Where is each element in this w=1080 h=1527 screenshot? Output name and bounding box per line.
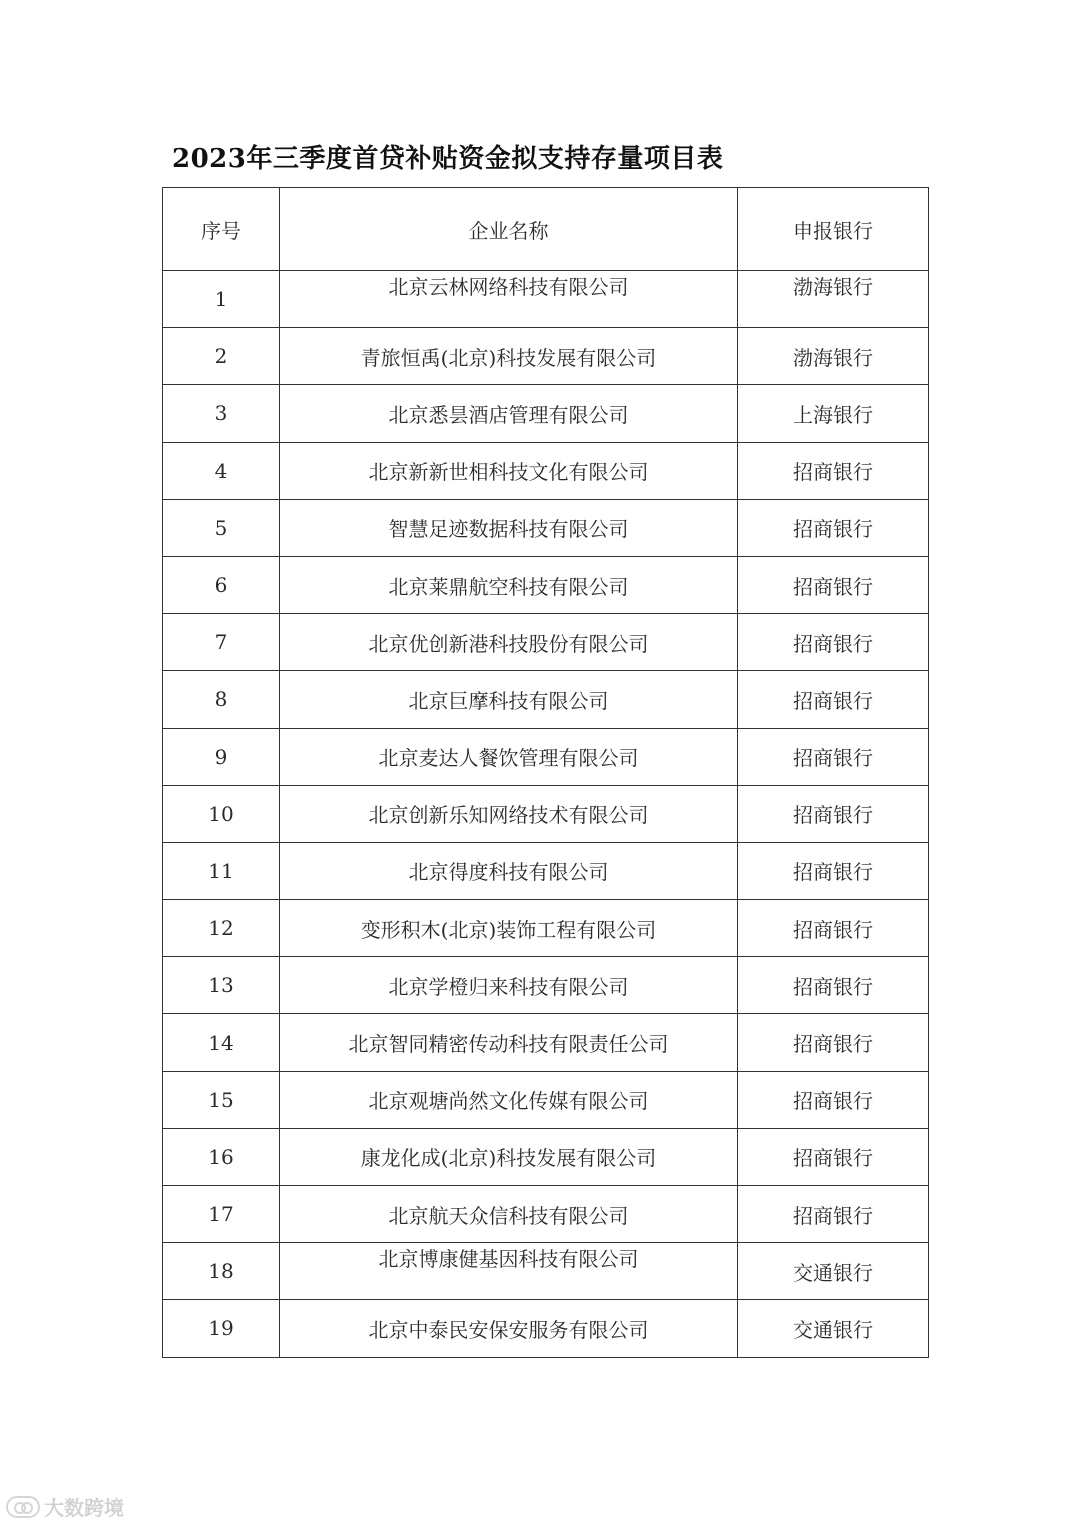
row-index: 18 [163,1243,280,1300]
row-company: 北京航天众信科技有限公司 [280,1186,738,1243]
row-company: 北京悉昙酒店管理有限公司 [280,385,738,442]
table-row [163,842,929,899]
project-table [162,187,929,1358]
row-company: 北京学橙归来科技有限公司 [280,957,738,1014]
row-company: 北京观塘尚然文化传媒有限公司 [280,1071,738,1128]
table-row [163,900,929,957]
table-row [163,671,929,728]
row-index: 7 [163,614,280,671]
row-company: 青旅恒禹(北京)科技发展有限公司 [280,328,738,385]
table-row [163,785,929,842]
row-index: 15 [163,1071,280,1128]
row-index: 2 [163,328,280,385]
table-header-row [163,188,929,271]
row-bank: 招商银行 [738,1071,929,1128]
row-bank: 招商银行 [738,671,929,728]
table-row [163,385,929,442]
table-row [163,728,929,785]
row-company: 北京麦达人餐饮管理有限公司 [280,728,738,785]
row-index: 5 [163,499,280,556]
row-bank: 招商银行 [738,1014,929,1071]
header-index: 序号 [163,188,280,271]
row-bank: 招商银行 [738,614,929,671]
row-index: 9 [163,728,280,785]
row-index: 11 [163,842,280,899]
table-row [163,1186,929,1243]
row-bank: 招商银行 [738,499,929,556]
row-company: 北京云林网络科技有限公司 [280,271,738,328]
row-bank: 招商银行 [738,728,929,785]
table-row [163,499,929,556]
page-title: 2023年三季度首贷补贴资金拟支持存量项目表 [172,144,724,174]
row-bank: 招商银行 [738,1186,929,1243]
row-index: 6 [163,556,280,613]
row-bank: 交通银行 [738,1243,929,1300]
row-company: 北京得度科技有限公司 [280,842,738,899]
row-company: 北京巨摩科技有限公司 [280,671,738,728]
row-bank: 交通银行 [738,1300,929,1357]
row-index: 13 [163,957,280,1014]
row-index: 17 [163,1186,280,1243]
table-row [163,556,929,613]
row-company: 北京创新乐知网络技术有限公司 [280,785,738,842]
row-company: 北京莱鼎航空科技有限公司 [280,556,738,613]
row-bank: 招商银行 [738,900,929,957]
row-company: 智慧足迹数据科技有限公司 [280,499,738,556]
row-company: 北京智同精密传动科技有限责任公司 [280,1014,738,1071]
row-index: 3 [163,385,280,442]
header-bank: 申报银行 [738,188,929,271]
table-row [163,328,929,385]
row-bank: 招商银行 [738,1128,929,1185]
row-index: 8 [163,671,280,728]
row-index: 14 [163,1014,280,1071]
row-bank: 招商银行 [738,842,929,899]
table-row [163,1128,929,1185]
row-index: 19 [163,1300,280,1357]
table-row [163,271,929,328]
table-row [163,957,929,1014]
watermark [6,1492,124,1521]
table-row [163,1300,929,1357]
table-row [163,1071,929,1128]
row-bank: 招商银行 [738,957,929,1014]
row-index: 10 [163,785,280,842]
row-index: 12 [163,900,280,957]
table-row [163,614,929,671]
table-row [163,1243,929,1300]
row-bank: 招商银行 [738,556,929,613]
row-index: 16 [163,1128,280,1185]
row-company: 北京新新世相科技文化有限公司 [280,442,738,499]
header-company: 企业名称 [280,188,738,271]
row-company: 康龙化成(北京)科技发展有限公司 [280,1128,738,1185]
row-company: 北京中泰民安保安服务有限公司 [280,1300,738,1357]
watermark-logo-icon [6,1496,40,1518]
row-bank: 渤海银行 [738,271,929,328]
table-row [163,1014,929,1071]
row-company: 北京博康健基因科技有限公司 [280,1243,738,1300]
row-index: 4 [163,442,280,499]
row-index: 1 [163,271,280,328]
row-bank: 渤海银行 [738,328,929,385]
row-bank: 上海银行 [738,385,929,442]
row-bank: 招商银行 [738,785,929,842]
table-row [163,442,929,499]
row-bank: 招商银行 [738,442,929,499]
row-company: 变形积木(北京)装饰工程有限公司 [280,900,738,957]
watermark-text: 大数跨境 [44,1496,124,1520]
row-company: 北京优创新港科技股份有限公司 [280,614,738,671]
